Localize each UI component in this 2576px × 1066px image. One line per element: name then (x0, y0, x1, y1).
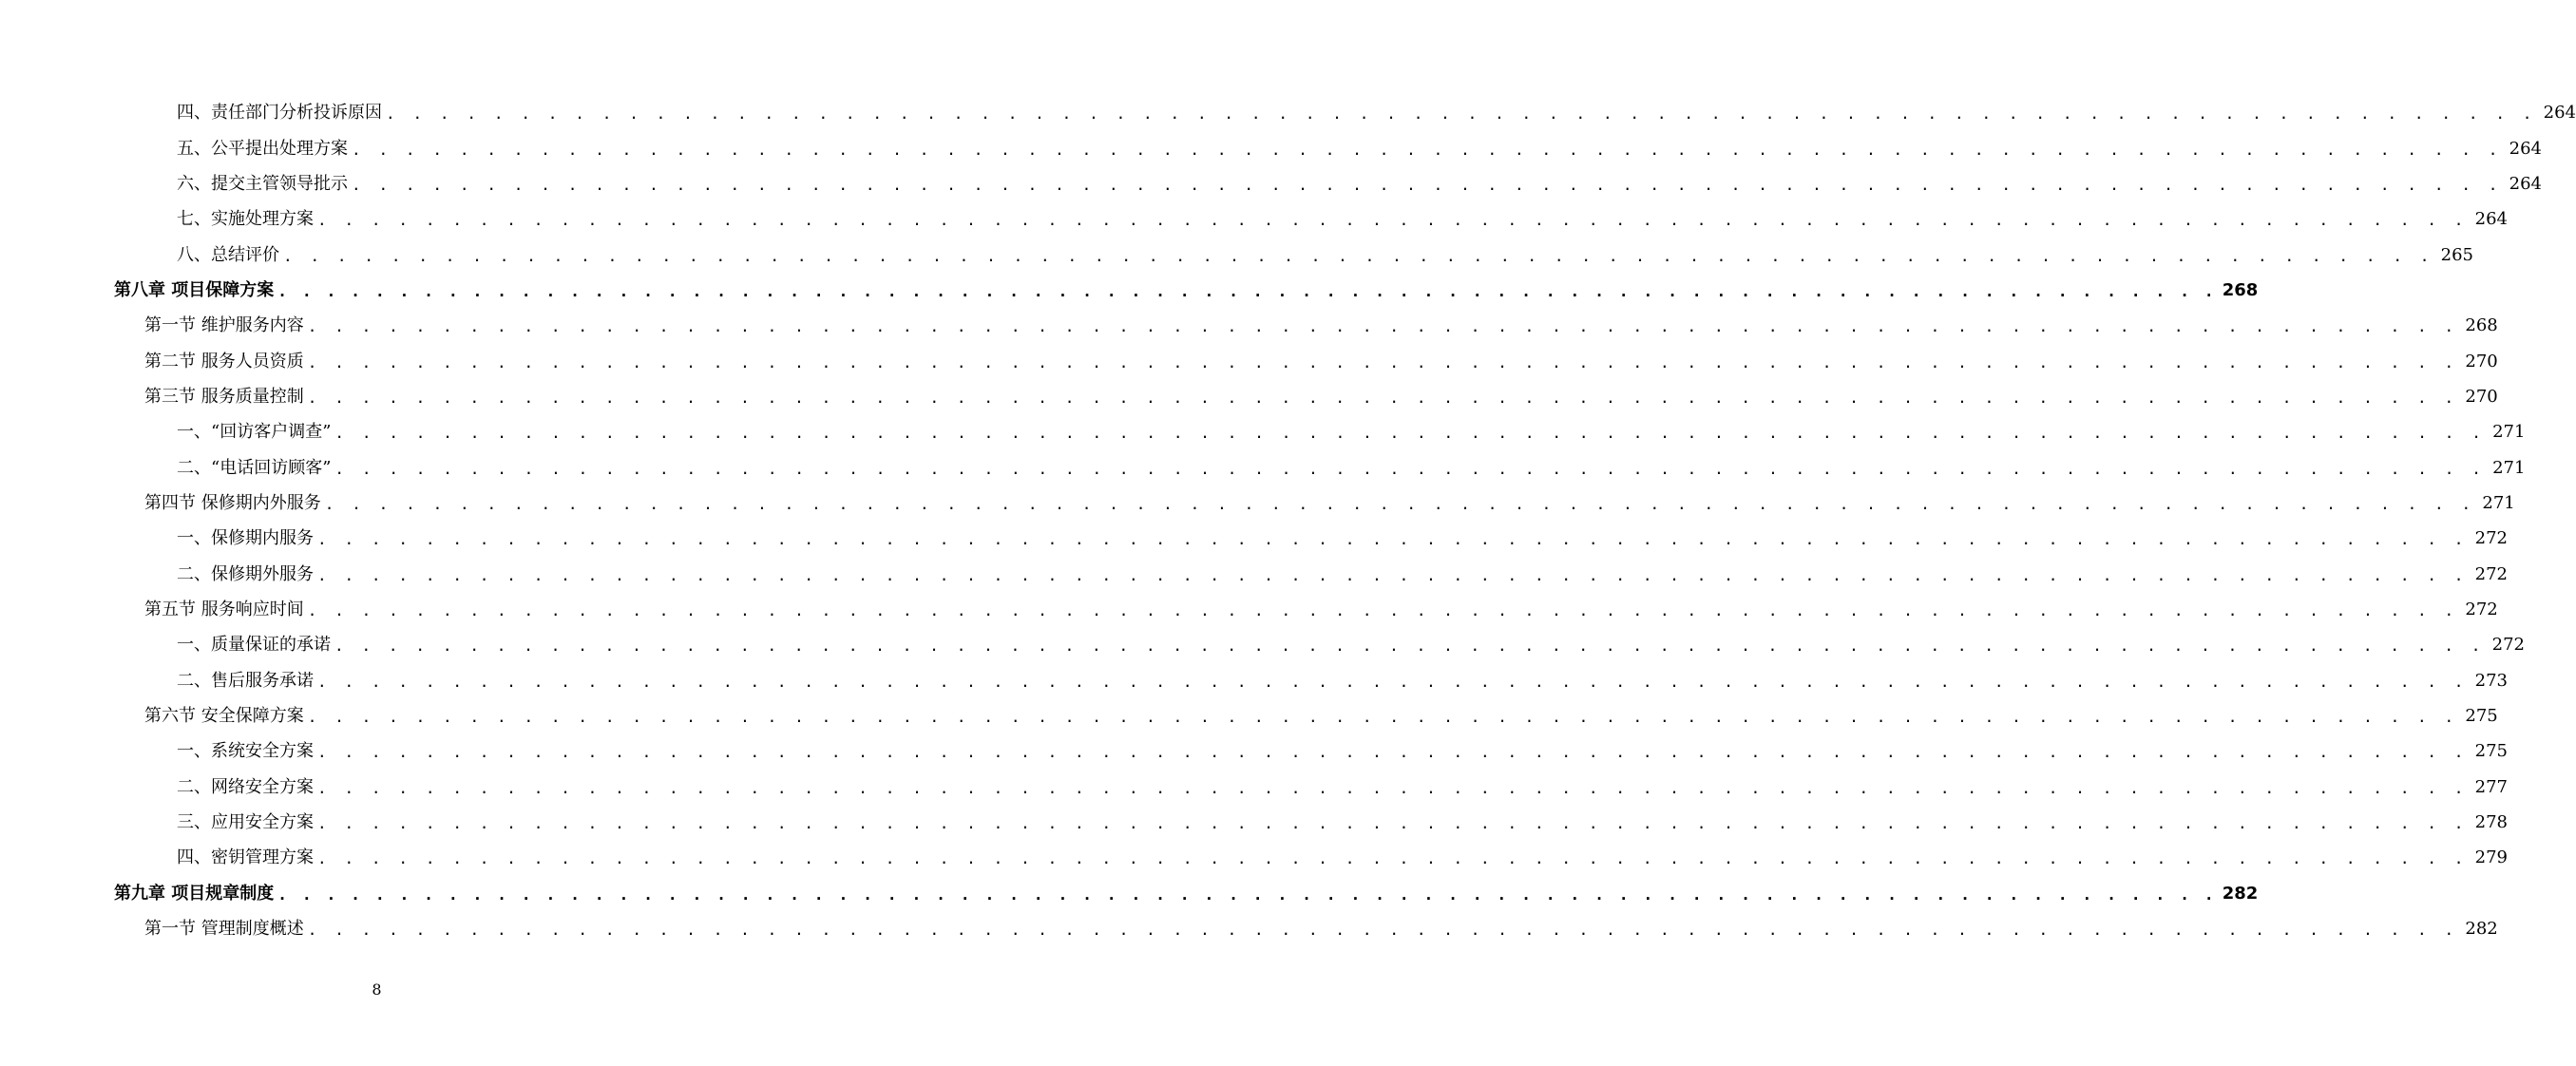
toc-entry-label: 一、“回访客户调查” (177, 422, 332, 443)
toc-entry-label: 第一节 管理制度概述 (144, 919, 304, 940)
toc-entry-page: 264 (2543, 103, 2576, 124)
toc-subsection-entry[interactable] (0, 627, 2526, 662)
toc-section-entry[interactable] (0, 592, 2498, 627)
toc-section-entry[interactable] (0, 379, 2498, 414)
toc-entry-page: 264 (2509, 138, 2543, 159)
toc-subsection-entry[interactable] (0, 770, 2509, 805)
toc-entry-page: 278 (2474, 812, 2509, 833)
toc-subsection-entry[interactable] (0, 201, 2509, 237)
toc-subsection-entry[interactable] (0, 733, 2509, 769)
toc-entry-label: 四、密钥管理方案 (177, 847, 314, 868)
toc-section-entry[interactable] (0, 343, 2498, 378)
toc-dot-leader: . . . . . . . . . . . . . . . . . . . . . . . . . . . . . . . . . . . . . . . . . . . . . . . . . . . . . . . . . . . . . . . . . . . . . . . . . . . . . . . . (283, 246, 2434, 265)
toc-entry-label: 第三节 服务质量控制 (144, 386, 304, 407)
toc-chapter-entry[interactable] (0, 876, 2259, 911)
toc-subsection-entry[interactable] (0, 130, 2543, 165)
toc-dot-leader: . . . . . . . . . . . . . . . . . . . . . . . . . . . . . . . . . . . . . . . . . . . . . . . . . . . . . . . . . . . . . . . . . . . . . . . . . . . . . . . . (386, 105, 2537, 124)
toc-entry-page: 270 (2465, 351, 2498, 371)
toc-subsection-entry[interactable] (0, 805, 2509, 840)
toc-entry-label: 三、应用安全方案 (177, 812, 314, 833)
toc-entry-label: 一、保修期内服务 (177, 528, 314, 549)
toc-entry-label: 第二节 服务人员资质 (144, 351, 304, 371)
toc-subsection-entry[interactable] (0, 663, 2509, 698)
toc-entry-label: 二、网络安全方案 (177, 776, 314, 797)
toc-dot-leader: . . . . . . . . . . . . . . . . . . . . . . . . . . . . . . . . . . . . . . . . . . . . . . . . . . . . . . . . . . . . . . . . . . . . . . . . . . . . . . . . (334, 459, 2486, 478)
toc-entry-page: 268 (2465, 315, 2498, 336)
toc-entry-page: 271 (2482, 492, 2515, 513)
toc-section-entry[interactable] (0, 911, 2498, 946)
toc-dot-leader: . . . . . . . . . . . . . . . . . . . . . . . . . . . . . . . . . . . . . . . . . . . . . . . . . . . . . . . . . . . . . . . . . . . . . . . . . . . . . . . . (277, 281, 2217, 300)
toc-section-entry[interactable] (0, 308, 2498, 343)
toc-entry-page: 275 (2474, 741, 2509, 762)
toc-entry-label: 第九章 项目规章制度 (114, 883, 275, 904)
toc-entry-page: 279 (2474, 847, 2509, 868)
toc-dot-leader: . . . . . . . . . . . . . . . . . . . . . . . . . . . . . . . . . . . . . . . . . . . . . . . . . . . . . . . . . . . . . . . . . . . . . . . . . . . . . . . . (334, 424, 2486, 443)
toc-subsection-entry[interactable] (0, 166, 2543, 201)
toc-entry-page: 272 (2491, 635, 2526, 656)
table-of-contents (0, 95, 2576, 946)
toc-entry-label: 第六节 安全保障方案 (144, 706, 304, 727)
toc-subsection-entry[interactable] (0, 521, 2509, 556)
toc-entry-label: 第八章 项目保障方案 (114, 279, 275, 300)
toc-dot-leader: . . . . . . . . . . . . . . . . . . . . . . . . . . . . . . . . . . . . . . . . . . . . . . . . . . . . . . . . . . . . . . . . . . . . . . . . . . . . . . . . (307, 921, 2458, 940)
toc-entry-label: 一、系统安全方案 (177, 741, 314, 762)
toc-dot-leader: . . . . . . . . . . . . . . . . . . . . . . . . . . . . . . . . . . . . . . . . . . . . . . . . . . . . . . . . . . . . . . . . . . . . . . . . . . . . . . . . (317, 565, 2469, 584)
toc-section-entry[interactable] (0, 485, 2515, 521)
page-number: 8 (372, 980, 382, 999)
toc-entry-label: 第五节 服务响应时间 (144, 599, 304, 619)
toc-entry-page: 282 (2222, 883, 2259, 904)
toc-entry-page: 273 (2474, 670, 2509, 691)
toc-dot-leader: . . . . . . . . . . . . . . . . . . . . . . . . . . . . . . . . . . . . . . . . . . . . . . . . . . . . . . . . . . . . . . . . . . . . . . . . . . . . . . . . (307, 708, 2458, 727)
toc-entry-page: 268 (2222, 279, 2259, 300)
toc-dot-leader: . . . . . . . . . . . . . . . . . . . . . . . . . . . . . . . . . . . . . . . . . . . . . . . . . . . . . . . . . . . . . . . . . . . . . . . . . . . . . . . . (307, 317, 2458, 336)
toc-dot-leader: . . . . . . . . . . . . . . . . . . . . . . . . . . . . . . . . . . . . . . . . . . . . . . . . . . . . . . . . . . . . . . . . . . . . . . . . . . . . . . . . (317, 849, 2469, 868)
toc-dot-leader: . . . . . . . . . . . . . . . . . . . . . . . . . . . . . . . . . . . . . . . . . . . . . . . . . . . . . . . . . . . . . . . . . . . . . . . . . . . . . . . . (352, 175, 2503, 194)
toc-dot-leader: . . . . . . . . . . . . . . . . . . . . . . . . . . . . . . . . . . . . . . . . . . . . . . . . . . . . . . . . . . . . . . . . . . . . . . . . . . . . . . . . (307, 388, 2458, 407)
toc-subsection-entry[interactable] (0, 556, 2509, 591)
toc-entry-page: 277 (2474, 776, 2509, 797)
toc-dot-leader: . . . . . . . . . . . . . . . . . . . . . . . . . . . . . . . . . . . . . . . . . . . . . . . . . . . . . . . . . . . . . . . . . . . . . . . . . . . . . . . . (317, 814, 2469, 833)
toc-entry-page: 264 (2509, 173, 2543, 194)
toc-entry-page: 265 (2440, 244, 2474, 265)
toc-entry-page: 270 (2465, 386, 2498, 407)
toc-dot-leader: . . . . . . . . . . . . . . . . . . . . . . . . . . . . . . . . . . . . . . . . . . . . . . . . . . . . . . . . . . . . . . . . . . . . . . . . . . . . . . . . (317, 211, 2469, 230)
toc-entry-page: 271 (2492, 422, 2526, 443)
toc-entry-page: 272 (2474, 563, 2509, 584)
toc-entry-label: 七、实施处理方案 (177, 209, 314, 230)
toc-subsection-entry[interactable] (0, 449, 2526, 485)
toc-dot-leader: . . . . . . . . . . . . . . . . . . . . . . . . . . . . . . . . . . . . . . . . . . . . . . . . . . . . . . . . . . . . . . . . . . . . . . . . . . . . . . . . (334, 637, 2486, 656)
toc-entry-page: 282 (2465, 919, 2498, 940)
toc-dot-leader: . . . . . . . . . . . . . . . . . . . . . . . . . . . . . . . . . . . . . . . . . . . . . . . . . . . . . . . . . . . . . . . . . . . . . . . . . . . . . . . . (277, 885, 2217, 904)
toc-entry-page: 264 (2474, 209, 2509, 230)
toc-dot-leader: . . . . . . . . . . . . . . . . . . . . . . . . . . . . . . . . . . . . . . . . . . . . . . . . . . . . . . . . . . . . . . . . . . . . . . . . . . . . . . . . (307, 352, 2458, 371)
toc-entry-label: 四、责任部门分析投诉原因 (177, 103, 382, 124)
toc-dot-leader: . . . . . . . . . . . . . . . . . . . . . . . . . . . . . . . . . . . . . . . . . . . . . . . . . . . . . . . . . . . . . . . . . . . . . . . . . . . . . . . . (307, 600, 2458, 619)
toc-dot-leader: . . . . . . . . . . . . . . . . . . . . . . . . . . . . . . . . . . . . . . . . . . . . . . . . . . . . . . . . . . . . . . . . . . . . . . . . . . . . . . . . (317, 530, 2469, 549)
toc-entry-label: 五、公平提出处理方案 (177, 138, 348, 159)
toc-dot-leader: . . . . . . . . . . . . . . . . . . . . . . . . . . . . . . . . . . . . . . . . . . . . . . . . . . . . . . . . . . . . . . . . . . . . . . . . . . . . . . . . (317, 743, 2469, 762)
toc-entry-label: 第四节 保修期内外服务 (144, 492, 321, 513)
toc-entry-label: 二、保修期外服务 (177, 563, 314, 584)
toc-entry-label: 第一节 维护服务内容 (144, 315, 304, 336)
toc-entry-label: 八、总结评价 (177, 244, 279, 265)
toc-subsection-entry[interactable] (0, 95, 2576, 130)
toc-chapter-entry[interactable] (0, 273, 2259, 308)
toc-dot-leader: . . . . . . . . . . . . . . . . . . . . . . . . . . . . . . . . . . . . . . . . . . . . . . . . . . . . . . . . . . . . . . . . . . . . . . . . . . . . . . . . (317, 672, 2469, 691)
toc-subsection-entry[interactable] (0, 237, 2474, 272)
toc-dot-leader: . . . . . . . . . . . . . . . . . . . . . . . . . . . . . . . . . . . . . . . . . . . . . . . . . . . . . . . . . . . . . . . . . . . . . . . . . . . . . . . . (352, 140, 2503, 159)
toc-subsection-entry[interactable] (0, 414, 2526, 449)
toc-dot-leader: . . . . . . . . . . . . . . . . . . . . . . . . . . . . . . . . . . . . . . . . . . . . . . . . . . . . . . . . . . . . . . . . . . . . . . . . . . . . . . . . (324, 494, 2475, 513)
toc-entry-label: 一、质量保证的承诺 (177, 635, 331, 656)
toc-entry-page: 275 (2465, 706, 2498, 727)
toc-entry-label: 二、“电话回访顾客” (177, 457, 332, 478)
toc-entry-label: 六、提交主管领导批示 (177, 173, 348, 194)
toc-entry-label: 二、售后服务承诺 (177, 670, 314, 691)
toc-section-entry[interactable] (0, 698, 2498, 733)
toc-entry-page: 272 (2474, 528, 2509, 549)
toc-subsection-entry[interactable] (0, 840, 2509, 875)
toc-entry-page: 271 (2492, 457, 2526, 478)
toc-entry-page: 272 (2465, 599, 2498, 619)
toc-dot-leader: . . . . . . . . . . . . . . . . . . . . . . . . . . . . . . . . . . . . . . . . . . . . . . . . . . . . . . . . . . . . . . . . . . . . . . . . . . . . . . . . (317, 778, 2469, 797)
